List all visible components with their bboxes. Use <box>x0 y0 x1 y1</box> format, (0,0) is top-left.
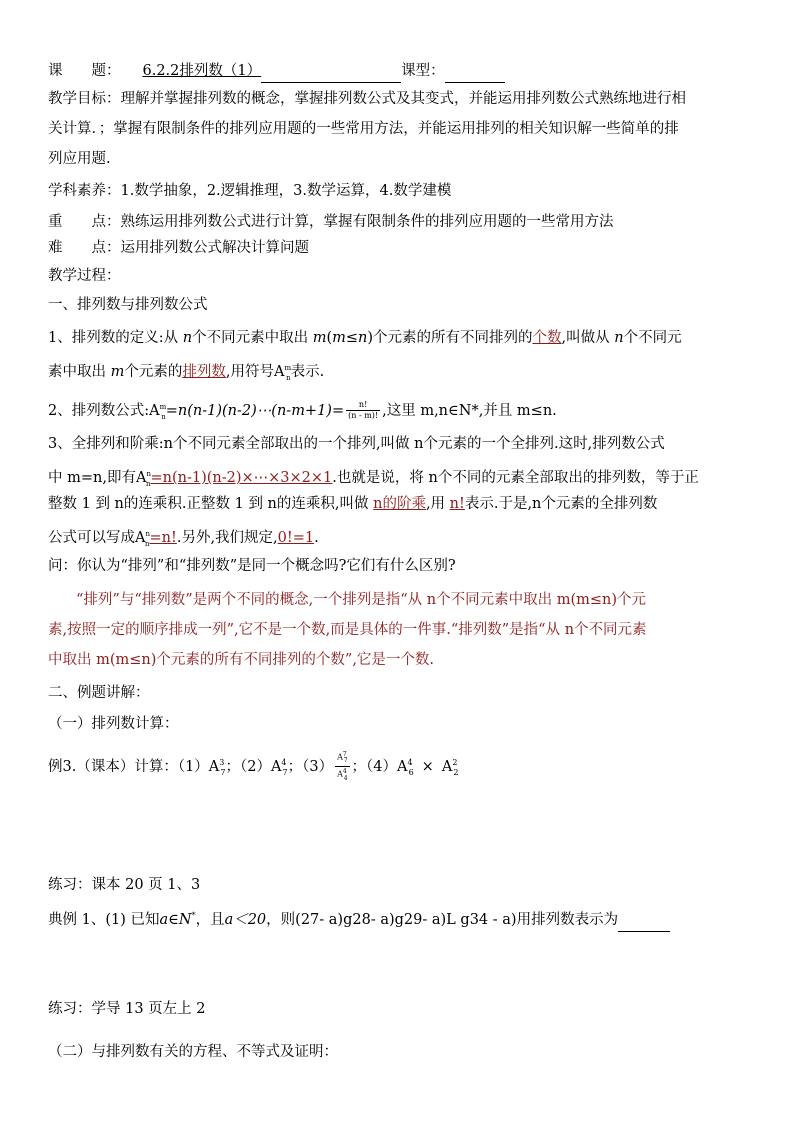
var-n: n <box>358 330 368 346</box>
times-sign: × <box>421 758 434 775</box>
letter-a: A <box>441 758 453 775</box>
typical-text: ，则(27- a)g28- a)g29- a)L g34 - a)用排列数表示为 <box>266 911 619 928</box>
sub: 6 <box>408 767 414 777</box>
answer-line-2: 素,按照一定的顺序排成一列”,它不是一个数,而是具体的一件事.“排列数”是指“从 n个不同元素 <box>48 622 647 638</box>
practice2-line: 练习：学导 13 页左上 2 <box>48 1001 206 1017</box>
topic-value: 6.2.2排列数（1） <box>142 63 262 79</box>
var-m: m <box>332 330 346 346</box>
def-text: 1、排列数的定义:从 <box>48 330 183 346</box>
example3-text: ；（2）A <box>225 758 282 775</box>
highlight-factorial-symbol: n! <box>449 496 465 512</box>
answer-line-1: “排列”与“排列数”是两个不同的概念,一个排列是指“从 n个不同元素中取出 m(m≤n)个元 <box>76 592 647 608</box>
def-text: 个元素的 <box>124 363 183 380</box>
process-title: 教学过程： <box>48 268 121 284</box>
def-text: ( <box>326 330 333 346</box>
goals-line-3: 列应用题. <box>48 151 111 167</box>
full-text: 中 m=n,即有A <box>48 469 147 486</box>
typical-math: a∈N <box>159 911 192 928</box>
def-text: 个不同元素中取出 <box>192 330 313 346</box>
practice1-line: 练习：课本 20 页 1、3 <box>48 877 201 893</box>
def-text: 个不同元 <box>623 330 682 346</box>
goals-line-1: 教学目标：理解并掌握排列数的概念，掌握排列数公式及其变式，并能运用排列数公式熟练地进行相 <box>48 91 686 107</box>
type-blank <box>445 60 505 83</box>
sub: 7 <box>343 757 348 765</box>
difficulty-line: 难 点：运用排列数公式解决计算问题 <box>48 240 309 256</box>
goals-line-2: 关计算．；掌握有限制条件的排列应用题的一些常用方法，并能运用排列的相关知识解一些简单的排 <box>48 121 679 137</box>
typical1-line: 典例 1、(1) 已知a∈N*，且a＜20，则(27- a)g28- a)g29- a)L g34 - a)用排列数表示为 <box>48 905 746 932</box>
formula-text: 2、排列数公式:A <box>48 402 160 419</box>
formula-text: ,这里 m,n∈N*,并且 m≤n. <box>382 402 557 419</box>
highlight-count: 个数 <box>532 330 562 346</box>
full-text: . <box>314 529 319 546</box>
formula-text: =n(n-1)(n-2)⋯(n-m+1)= <box>165 402 345 419</box>
full-text: 表示.于是,n个元素的全排列数 <box>464 496 658 512</box>
full-text: .也就是说，将 n个不同的元素全部取出的排列数，等于正 <box>332 469 699 486</box>
var-n: n <box>182 330 193 346</box>
typical-text: 典例 1、(1) 已知 <box>48 911 160 928</box>
typical-text: ，且 <box>195 911 225 928</box>
full-perm-line-1: 3、全排列和阶乘:n个不同元素全部取出的一个排列,叫做 n个元素的一个全排列.这时,排列数公式 <box>48 436 665 452</box>
answer-line-3: 中取出 m(m≤n)个元素的所有不同排列的个数”,它是一个数. <box>48 652 435 668</box>
highlight-product: =n(n-1)(n-2)×⋯×3×2×1 <box>150 469 333 486</box>
answer-blank[interactable] <box>618 909 670 932</box>
highlight-full-formula: =n! <box>149 529 177 546</box>
def-text: 表示. <box>290 363 325 380</box>
letter-a: A <box>337 752 343 762</box>
letter-a: A <box>337 769 343 779</box>
subsection1-title: （一）排列数计算： <box>48 716 179 732</box>
sup: 4 <box>407 757 413 767</box>
topic-label: 课 题： <box>48 63 121 79</box>
def-text: )个元素的所有不同排列的 <box>367 330 533 346</box>
sub: 2 <box>453 767 459 777</box>
definition-line-2: 素中取出 m个元素的排列数,用符号$A^m_n$表示. <box>48 363 325 382</box>
full-text: 整数 1 到 n的连乘积.正整数 1 到 n的连乘积,叫做 <box>48 496 374 512</box>
full-text: .另外,我们规定, <box>176 529 278 546</box>
sup: 4 <box>342 768 347 776</box>
var-n: n <box>614 330 624 346</box>
def-text: ,用符号A <box>225 363 285 380</box>
fraction-denominator <box>335 767 349 783</box>
fraction-denominator: (n - m)! <box>348 411 379 421</box>
full-text: ,用 <box>425 496 450 512</box>
sub: 7 <box>282 767 288 777</box>
type-label: 课型： <box>401 63 445 79</box>
header-line <box>48 60 746 83</box>
full-perm-line-2: 中 m=n,即有$A^n_n=n(n-1)(n-2)\times\cdots\times 3\times 2\times 1$.也就是说，将 n个不同的元素全部取出的排列数，等于正 <box>48 469 699 488</box>
highlight-zero-factorial: 0!=1 <box>277 529 315 546</box>
def-text: ≤ <box>345 330 359 346</box>
fraction-numerator <box>335 750 349 767</box>
sub: 4 <box>343 774 348 782</box>
question-line: 问：你认为“排列”和“排列数”是同一个概念吗?它们有什么区别? <box>48 558 456 574</box>
definition-line-1 <box>48 327 746 349</box>
var-m: m <box>312 330 327 346</box>
fraction-numerator: n! <box>346 400 380 411</box>
section2-title: 二、例题讲解： <box>48 685 150 701</box>
formula-line: 2、排列数公式$:A^m_n=n(n-1)(n-2)\cdots(n-m+1)=$ $\frac{n!}{(n - m)!}$ ,这里 m,n∈N*,并且 m≤n. <box>48 400 557 421</box>
section1-title: 一、排列数与排列数公式 <box>48 297 208 313</box>
sup: 7 <box>342 751 347 758</box>
example3-text: 例3.（课本）计算：（1）A <box>48 758 220 775</box>
sub: 7 <box>220 767 226 777</box>
sup: 2 <box>452 757 458 767</box>
key-point-line: 重 点：熟练运用排列数公式进行计算，掌握有限制条件的排列应用题的一些常用方法 <box>48 214 614 230</box>
typical-math: a＜20 <box>224 911 267 928</box>
full-text: 公式可以写成A <box>48 529 146 546</box>
example3-text: ；（4）A <box>351 758 408 775</box>
subsection2-title: （二）与排列数有关的方程、不等式及证明： <box>48 1044 338 1060</box>
example3-line <box>48 750 746 784</box>
topic-blank <box>261 60 401 83</box>
highlight-permutation-number: 排列数 <box>182 363 226 380</box>
def-text: 素中取出 <box>48 363 111 380</box>
full-perm-line-4: 公式可以写成$A^n_n=n$!.另外,我们规定,0!=1. <box>48 529 319 548</box>
literacy-line: 学科素养：1.数学抽象，2.逻辑推理，3.数学运算，4.数学建模 <box>48 183 452 199</box>
highlight-factorial-name: n的阶乘 <box>373 496 426 512</box>
sup: 3 <box>219 757 225 767</box>
factorial-fraction <box>346 400 380 421</box>
sup: 4 <box>281 757 287 767</box>
example3-text: ；（3） <box>287 758 334 775</box>
def-text: ,叫做从 <box>561 330 615 346</box>
example3-fraction <box>335 750 349 784</box>
var-m: m <box>110 363 125 380</box>
full-perm-line-3 <box>48 493 746 515</box>
